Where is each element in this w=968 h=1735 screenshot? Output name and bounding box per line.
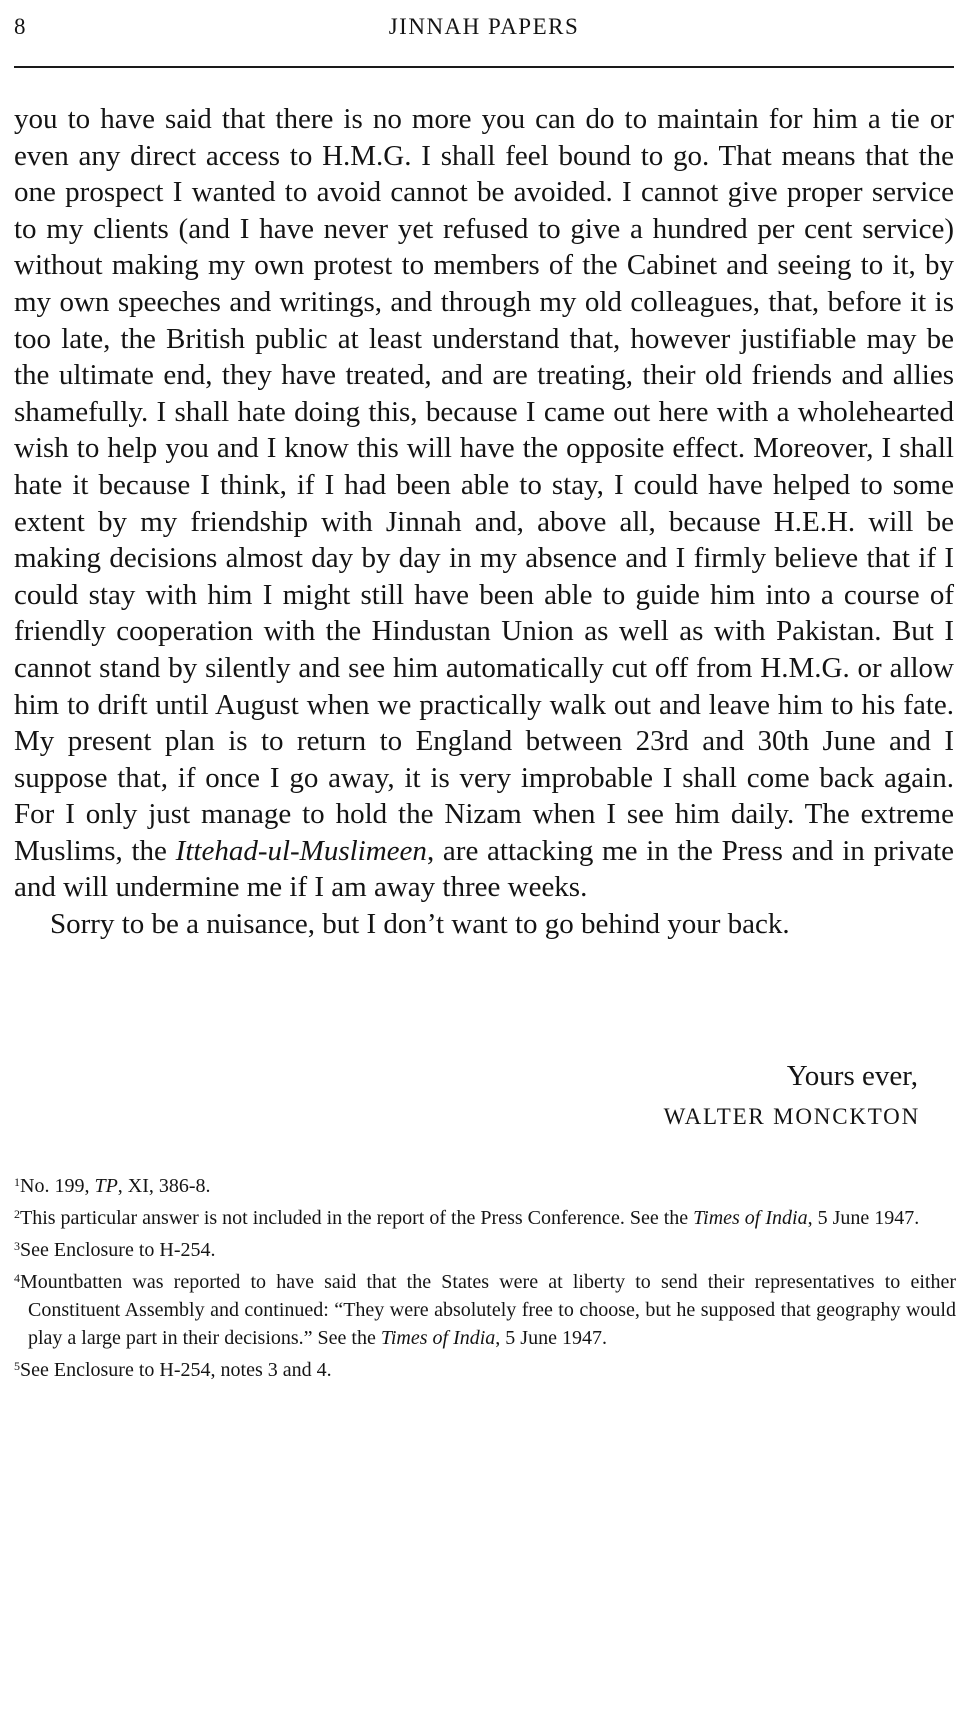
footnote-marker: 5 [14, 1359, 20, 1373]
footnote: $^1$No. 199, TP, XI, 386-8. [14, 1175, 211, 1197]
letter-body [14, 101, 954, 943]
footnote-marker: 3 [14, 1239, 20, 1253]
footnotes [14, 1168, 956, 1384]
footnote: $^3$See Enclosure to H-254. [14, 1239, 216, 1261]
header-rule [14, 66, 954, 68]
body-paragraph: you to have said that there is no more you can do to maintain for him a tie or even any direct access to H.M.G. I shall feel bound to go. That means that the one prospect I wanted to avoid cannot be avoided. I cannot give proper service to my clients (and I have never yet refused to give a hundred per cent service) without making my own protest to members of the Cabinet and seeing to it, by my own speeches and writings, and through my old colleagues, that, before it is too late, the British public at least understand that, however justifiable may be the ultimate end, they have treated, and are treating, their old friends and allies shamefully. I shall hate doing this, because I came out here with a wholehearted wish to help you and I know this will have the opposite effect. Moreover, I shall hate it because I think, if I had been able to stay, I could have helped to some extent by my friendship with Jinnah and, above all, because H.E.H. will be making decisions almost day by day in my absence and I firmly believe that if I could stay with him I might still have been able to guide him into a course of friendly cooperation with the Hindustan Union as well as with Pakistan. But I cannot stand by silently and see him automatically cut off from H.M.G. or allow him to drift until August when we practically walk out and leave him to his fate. My present plan is to return to England between 23rd and 30th June and I suppose that, if once I go away, it is very improbable I shall come back again. For I only just manage to hold the Nizam when I see him daily. The extreme Muslims, the Ittehad-ul-Muslimeen, are attacking me in the Press and in private and will undermine me if I am away three weeks. [14, 103, 954, 904]
signature: WALTER MONCKTON [663, 1104, 920, 1129]
footnote-marker: 4 [14, 1271, 20, 1285]
footnote: $^2$This particular answer is not included in the report of the Press Conference. See the Times of India, 5 June 1947. [14, 1207, 920, 1229]
body-paragraph: Sorry to be a nuisance, but I don’t want to go behind your back. [50, 908, 790, 941]
italic-term: Ittehad-ul-Muslimeen [175, 834, 427, 867]
running-head: JINNAH PAPERS [388, 14, 580, 39]
page-number: 8 [14, 14, 26, 39]
page-header [14, 12, 954, 60]
footnote-marker: 1 [14, 1175, 20, 1189]
letter-closing: Yours ever, [786, 1060, 918, 1092]
footnote: $^4$Mountbatten was reported to have said that the States were at liberty to send their representatives to either Constituent Assembly and continued: “They were absolutely free to choose, but he supposed that geography would play a large part in their decisions.” See the Times of India, 5 June 1947. [14, 1271, 956, 1349]
footnote: $^5$See Enclosure to H-254, notes 3 and 4. [14, 1359, 332, 1381]
footnote-marker: 2 [14, 1207, 20, 1221]
